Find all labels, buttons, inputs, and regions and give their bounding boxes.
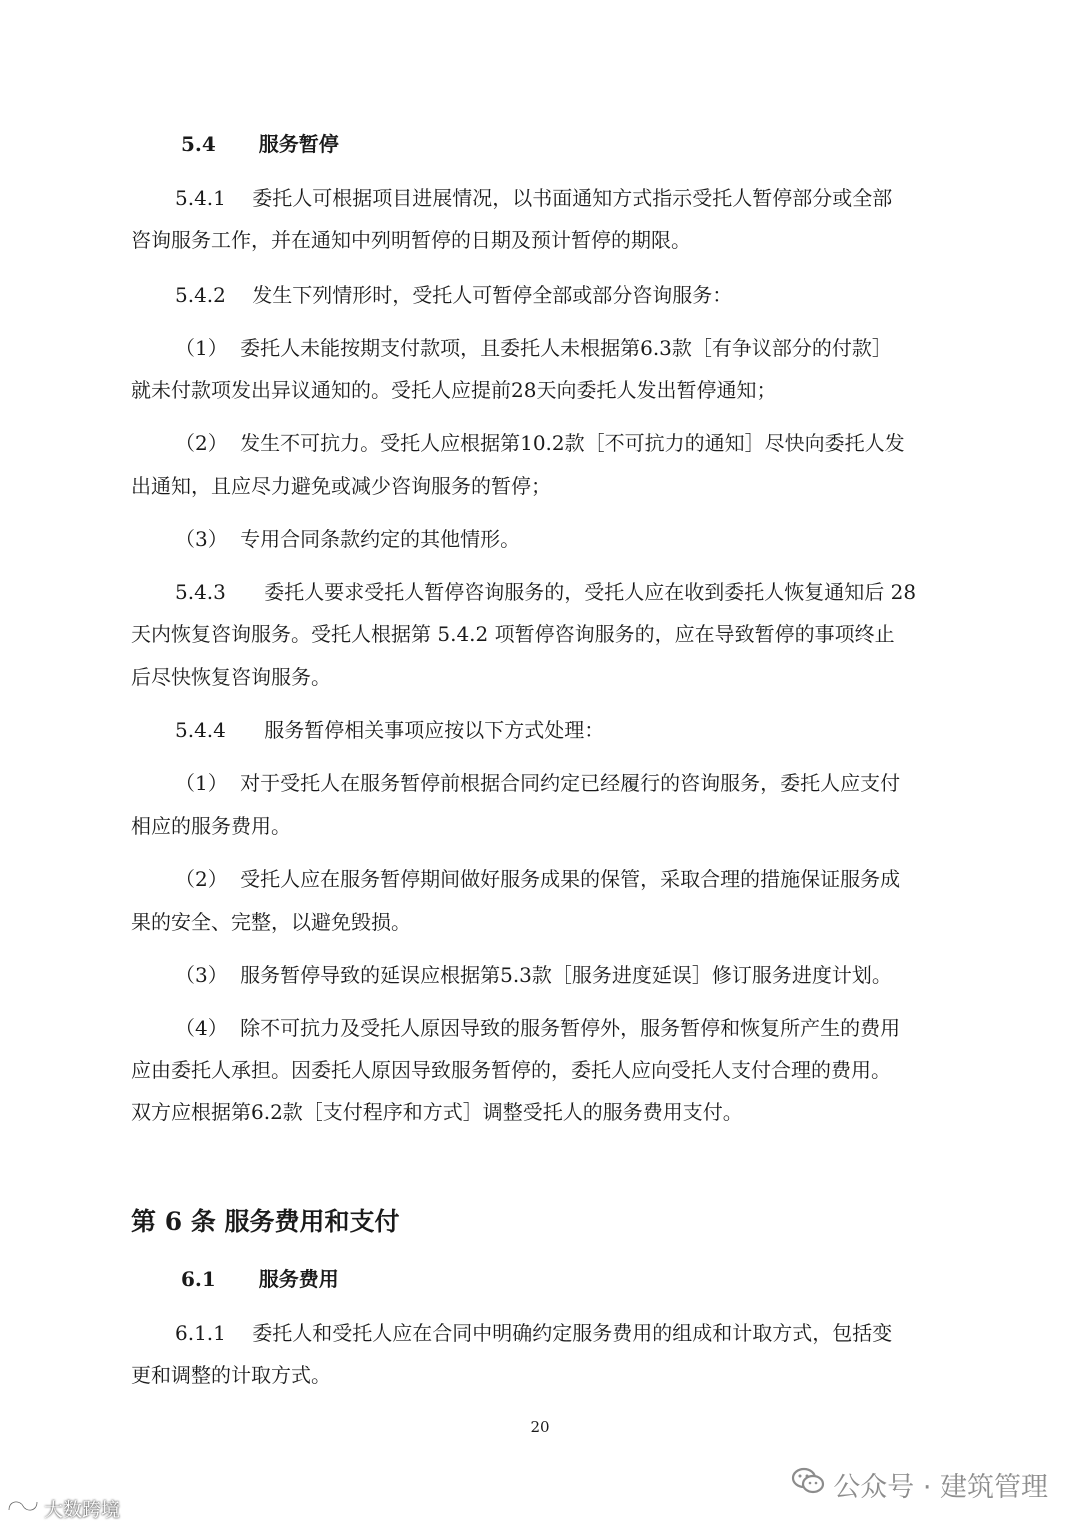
item-text: 专用合同条款约定的其他情形。	[240, 527, 521, 551]
section-number: 5.4	[181, 132, 216, 156]
page-number: 20	[530, 1418, 550, 1436]
section-heading-5-4	[181, 130, 339, 158]
item-5-4-2-1-line1	[175, 334, 892, 362]
clause-number: 5.4.2	[175, 283, 226, 307]
item-5-4-4-4-line1	[175, 1014, 900, 1042]
section-number: 6.1	[181, 1267, 216, 1291]
clause-5-4-3-line2: 天内恢复咨询服务。受托人根据第 5.4.2 项暂停咨询服务的，应在导致暂停的事项终止	[131, 622, 895, 646]
article-heading-6: 第 6 条 服务费用和支付	[131, 1207, 400, 1236]
clause-5-4-1-line2: 咨询服务工作，并在通知中列明暂停的日期及预计暂停的期限。	[131, 228, 691, 252]
item-number: （3）	[175, 527, 228, 551]
clause-5-4-2	[175, 281, 732, 309]
clause-5-4-1-line1	[175, 184, 892, 212]
clause-number: 5.4.3	[175, 580, 226, 604]
logo-icon	[6, 1496, 40, 1521]
item-5-4-2-3	[175, 525, 520, 553]
clause-text: 服务暂停相关事项应按以下方式处理：	[264, 718, 605, 742]
item-number: （2）	[175, 867, 228, 891]
item-number: （4）	[175, 1016, 228, 1040]
item-text: 发生不可抗力。受托人应根据第10.2款［不可抗力的通知］尽快向委托人发	[240, 431, 905, 455]
item-text: 委托人未能按期支付款项，且委托人未根据第6.3款［有争议部分的付款］	[240, 336, 892, 360]
item-number: （2）	[175, 431, 228, 455]
item-text: 服务暂停导致的延误应根据第5.3款［服务进度延误］修订服务进度计划。	[240, 963, 892, 987]
item-5-4-2-1-line2: 就未付款项发出异议通知的。受托人应提前28天向委托人发出暂停通知；	[131, 378, 777, 402]
clause-number: 5.4.4	[175, 718, 226, 742]
section-title: 服务暂停	[258, 132, 339, 156]
item-number: （3）	[175, 963, 228, 987]
clause-5-4-3-line3: 后尽快恢复咨询服务。	[131, 665, 331, 689]
item-5-4-4-2-line1	[175, 865, 900, 893]
watermark-text: 大数跨境	[44, 1498, 121, 1521]
section-title: 服务费用	[258, 1267, 339, 1291]
clause-number: 6.1.1	[175, 1321, 226, 1345]
section-heading-6-1	[181, 1265, 339, 1293]
item-text: 除不可抗力及受托人原因导致的服务暂停外，服务暂停和恢复所产生的费用	[240, 1016, 901, 1040]
clause-text: 委托人和受托人应在合同中明确约定服务费用的组成和计取方式，包括变	[252, 1321, 893, 1345]
clause-5-4-3-line1	[175, 578, 916, 606]
watermark-brand	[6, 1494, 120, 1522]
item-5-4-2-2-line1	[175, 429, 905, 457]
clause-6-1-1-line2: 更和调整的计取方式。	[131, 1363, 331, 1387]
wechat-icon	[791, 1466, 825, 1503]
clause-text: 发生下列情形时，受托人可暂停全部或部分咨询服务：	[252, 283, 733, 307]
item-5-4-2-2-line2: 出通知，且应尽力避免或减少咨询服务的暂停；	[131, 474, 551, 498]
clause-number: 5.4.1	[175, 186, 226, 210]
item-text: 对于受托人在服务暂停前根据合同约定已经履行的咨询服务，委托人应支付	[240, 771, 901, 795]
item-5-4-4-3	[175, 961, 892, 989]
item-5-4-4-2-line2: 果的安全、完整，以避免毁损。	[131, 910, 411, 934]
item-5-4-4-4-line3: 双方应根据第6.2款［支付程序和方式］调整受托人的服务费用支付。	[131, 1100, 743, 1124]
clause-6-1-1-line1	[175, 1319, 892, 1347]
item-5-4-4-1-line1	[175, 769, 900, 797]
watermark-text: 公众号 · 建筑管理	[833, 1471, 1048, 1503]
clause-text: 委托人可根据项目进展情况，以书面通知方式指示受托人暂停部分或全部	[252, 186, 893, 210]
watermark-wechat	[791, 1464, 1048, 1504]
item-number: （1）	[175, 336, 228, 360]
item-5-4-4-4-line2: 应由委托人承担。因委托人原因导致服务暂停的，委托人应向受托人支付合理的费用。	[131, 1058, 891, 1082]
item-number: （1）	[175, 771, 228, 795]
clause-text: 委托人要求受托人暂停咨询服务的，受托人应在收到委托人恢复通知后 28	[264, 580, 917, 604]
clause-5-4-4	[175, 716, 604, 744]
item-text: 受托人应在服务暂停期间做好服务成果的保管，采取合理的措施保证服务成	[240, 867, 901, 891]
item-5-4-4-1-line2: 相应的服务费用。	[131, 814, 291, 838]
